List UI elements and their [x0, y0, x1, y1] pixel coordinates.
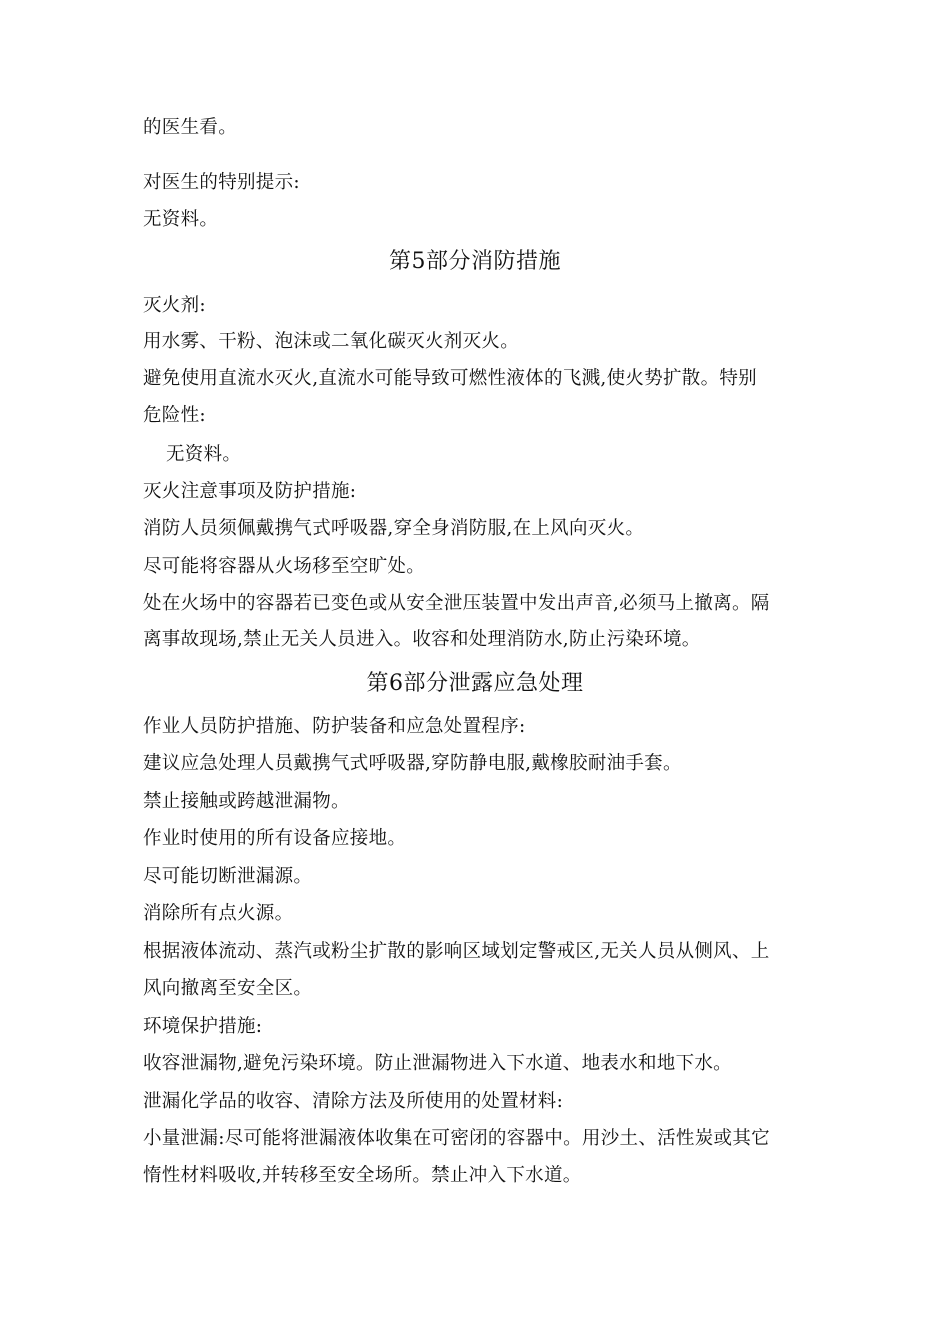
body-text-line: 处在火场中的容器若已变色或从安全泄压装置中发出声音,必须马上撤离。隔: [143, 593, 770, 614]
body-text-line: 惰性材料吸收,并转移至安全场所。禁止冲入下水道。: [143, 1165, 582, 1186]
body-text-line: 消除所有点火源。: [143, 903, 294, 924]
body-text-line: 避免使用直流水灭火,直流水可能导致可燃性液体的飞溅,使火势扩散。特别: [143, 368, 757, 389]
section-6-heading: 第6部分泄露应急处理: [366, 671, 584, 696]
body-text-line: 无资料。: [166, 444, 242, 465]
body-text-line: 小量泄漏:尽可能将泄漏液体收集在可密闭的容器中。用沙土、活性炭或其它: [143, 1128, 770, 1149]
body-text-line: 禁止接触或跨越泄漏物。: [143, 791, 350, 812]
body-text-line: 危险性:: [143, 405, 206, 426]
body-text-line: 的医生看。: [143, 117, 238, 138]
body-text-line: 消防人员须佩戴携气式呼吸器,穿全身消防服,在上风向灭火。: [143, 518, 645, 539]
body-text-line: 尽可能将容器从火场移至空旷处。: [143, 556, 426, 577]
body-text-line: 离事故现场,禁止无关人员进入。收容和处理消防水,防止污染环境。: [143, 629, 701, 650]
body-text-line: 泄漏化学品的收容、清除方法及所使用的处置材料:: [143, 1091, 564, 1112]
body-text-line: 无资料。: [143, 209, 219, 230]
body-text-line: 作业时使用的所有设备应接地。: [143, 828, 407, 849]
body-text-line: 收容泄漏物,避免污染环境。防止泄漏物进入下水道、地表水和地下水。: [143, 1053, 732, 1074]
body-text-line: 尽可能切断泄漏源。: [143, 866, 313, 887]
body-text-line: 作业人员防护措施、防护装备和应急处置程序:: [143, 716, 526, 737]
body-text-line: 环境保护措施:: [143, 1016, 263, 1037]
body-text-line: 风向撤离至安全区。: [143, 978, 313, 999]
body-text-line: 灭火剂:: [143, 295, 206, 316]
body-text-line: 对医生的特别提示:: [143, 172, 300, 193]
section-5-heading: 第5部分消防措施: [389, 249, 561, 274]
body-text-line: 建议应急处理人员戴携气式呼吸器,穿防静电服,戴橡胶耐油手套。: [143, 753, 682, 774]
body-text-line: 用水雾、干粉、泡沫或二氧化碳灭火剂灭火。: [143, 331, 520, 352]
body-text-line: 灭火注意事项及防护措施:: [143, 481, 357, 502]
body-text-line: 根据液体流动、蒸汽或粉尘扩散的影响区域划定警戒区,无关人员从侧风、上: [143, 941, 770, 962]
